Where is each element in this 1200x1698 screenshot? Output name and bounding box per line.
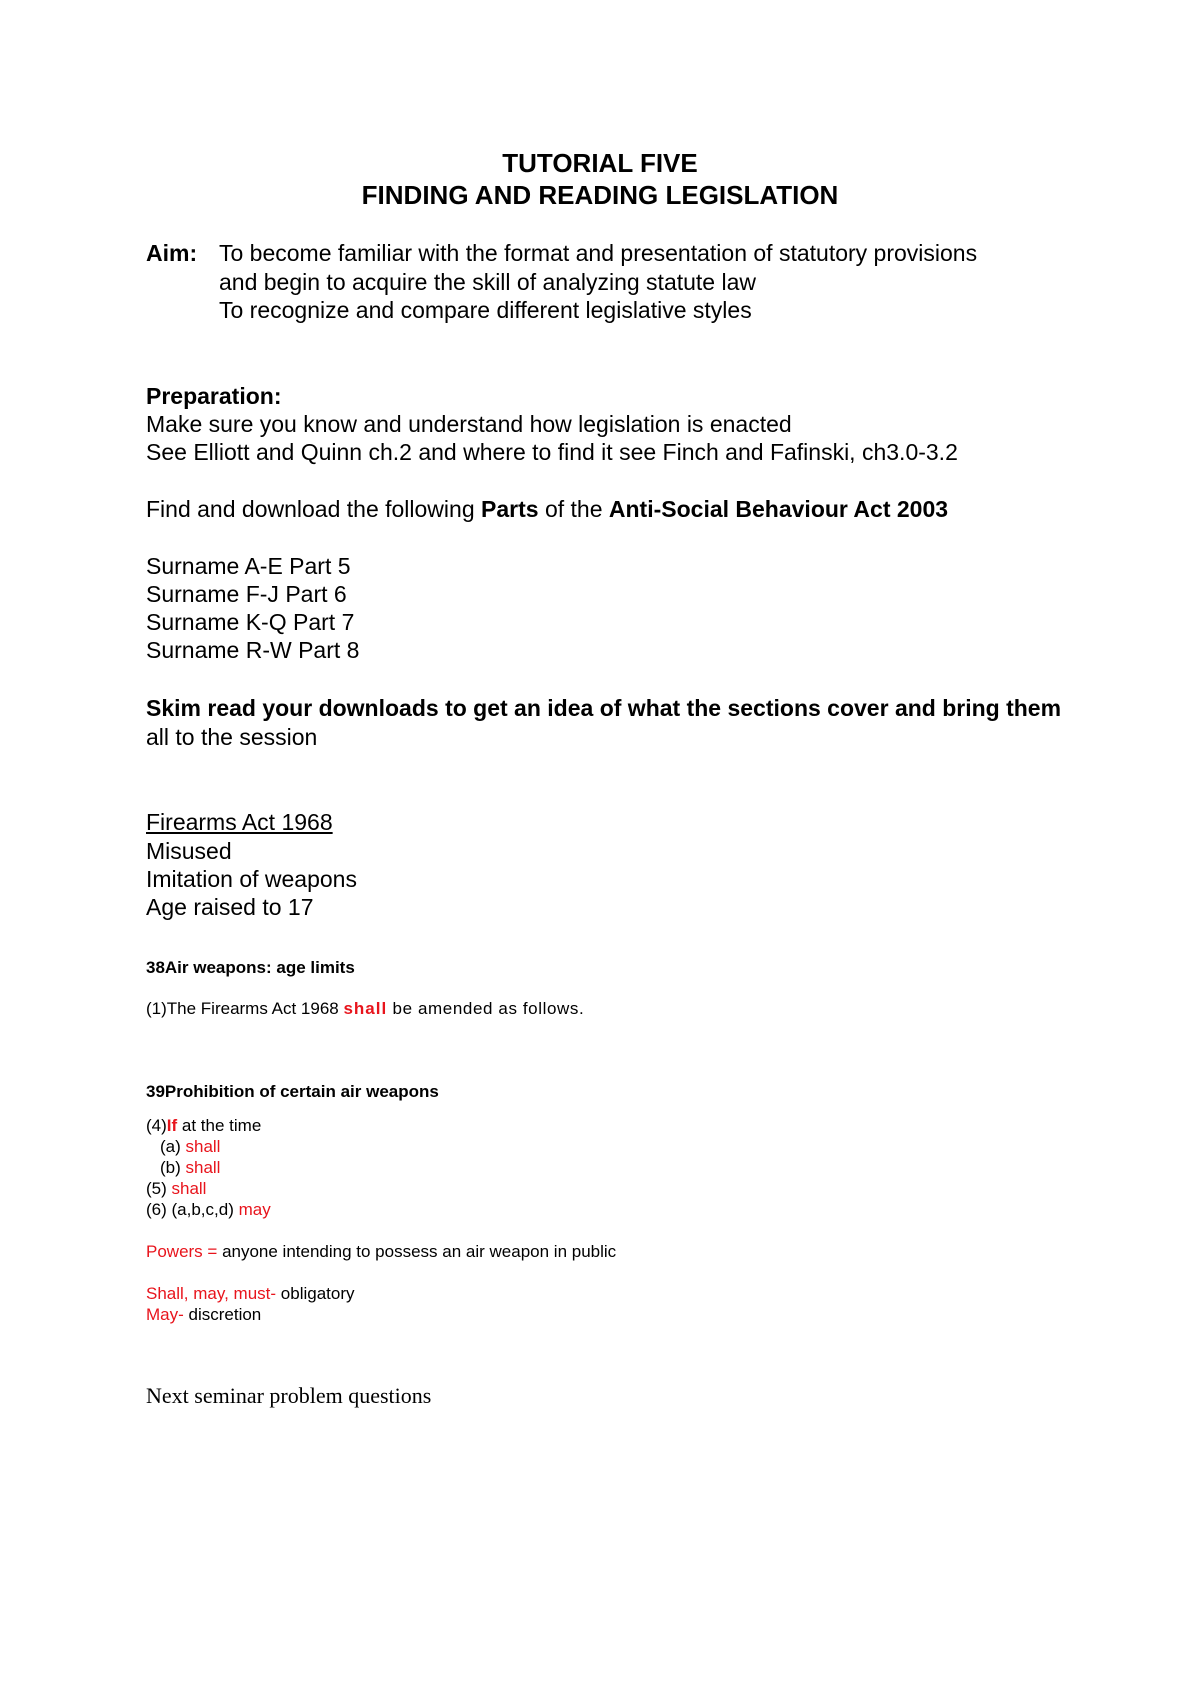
aim-line-1: To become familiar with the format and presentation of statutory provisions <box>219 240 978 266</box>
firearms-item: Misused <box>146 838 232 864</box>
section-39-line-number: (a) <box>160 1137 186 1156</box>
skim-line-2: all to the session <box>146 724 318 750</box>
preparation-line-1: Make sure you know and understand how legislation is enacted <box>146 411 792 437</box>
modal-obligatory-terms: Shall, may, must- <box>146 1284 277 1303</box>
section-39-line <box>146 1115 261 1136</box>
section-39-line-keyword: shall <box>185 1158 221 1177</box>
powers-text: anyone intending to possess an air weapon in public <box>222 1242 617 1261</box>
section-39-line <box>146 1199 271 1220</box>
section-39-line-rest: at the time <box>177 1116 262 1135</box>
section-39-line-number: (b) <box>160 1158 186 1177</box>
title-line-1: TUTORIAL FIVE <box>502 148 698 178</box>
next-seminar-note: Next seminar problem questions <box>146 1383 432 1408</box>
firearms-title: Firearms Act 1968 <box>146 809 333 835</box>
surname-item: Surname K-Q Part 7 <box>146 609 355 635</box>
modal-discretion-term: May- <box>146 1305 184 1324</box>
modal-line-1 <box>146 1283 355 1304</box>
preparation-heading: Preparation: <box>146 383 282 409</box>
section-39-line <box>146 1178 206 1199</box>
powers-line <box>146 1241 616 1262</box>
surname-item: Surname A-E Part 5 <box>146 553 351 579</box>
section-38-shall: shall <box>343 999 388 1018</box>
section-39-line-keyword: shall <box>171 1179 207 1198</box>
modal-line-2 <box>146 1304 261 1325</box>
powers-label: Powers = <box>146 1242 223 1261</box>
aim-line-3: To recognize and compare different legislative styles <box>219 297 752 323</box>
find-instruction <box>146 495 948 523</box>
find-prefix: Find and download the following <box>146 496 482 522</box>
modal-discretion-label: discretion <box>183 1305 262 1324</box>
title-line-2: FINDING AND READING LEGISLATION <box>361 180 839 210</box>
section-38-text <box>146 998 584 1019</box>
section-38-suffix: be amended as follows. <box>387 999 585 1018</box>
section-39-line-number: (5) <box>146 1179 172 1198</box>
section-38-heading: 38Air weapons: age limits <box>146 958 355 977</box>
skim-line-1: Skim read your downloads to get an idea of what the sections cover and bring them <box>146 695 1062 721</box>
section-39-line-keyword: If <box>166 1116 178 1135</box>
find-act: Anti-Social Behaviour Act 2003 <box>608 496 949 522</box>
aim-line-2: and begin to acquire the skill of analyzing statute law <box>219 269 756 295</box>
preparation-line-2: See Elliott and Quinn ch.2 and where to find it see Finch and Fafinski, ch3.0-3.2 <box>146 439 958 465</box>
section-39-line-keyword: shall <box>185 1137 221 1156</box>
firearms-item: Age raised to 17 <box>146 894 314 920</box>
section-39-line-number: (6) (a,b,c,d) <box>146 1200 239 1219</box>
find-parts: Parts <box>481 496 539 522</box>
section-39-heading: 39Prohibition of certain air weapons <box>146 1082 439 1101</box>
section-39-line <box>146 1157 220 1178</box>
aim-label: Aim: <box>146 240 198 266</box>
section-39-line-keyword: may <box>238 1200 271 1219</box>
surname-item: Surname F-J Part 6 <box>146 581 347 607</box>
section-39-line-number: (4) <box>146 1116 167 1135</box>
section-39-line <box>146 1136 220 1157</box>
find-middle: of the <box>538 496 609 522</box>
modal-obligatory-label: obligatory <box>276 1284 355 1303</box>
section-38-prefix: (1)The Firearms Act 1968 <box>146 999 344 1018</box>
firearms-item: Imitation of weapons <box>146 866 357 892</box>
surname-item: Surname R-W Part 8 <box>146 637 360 663</box>
